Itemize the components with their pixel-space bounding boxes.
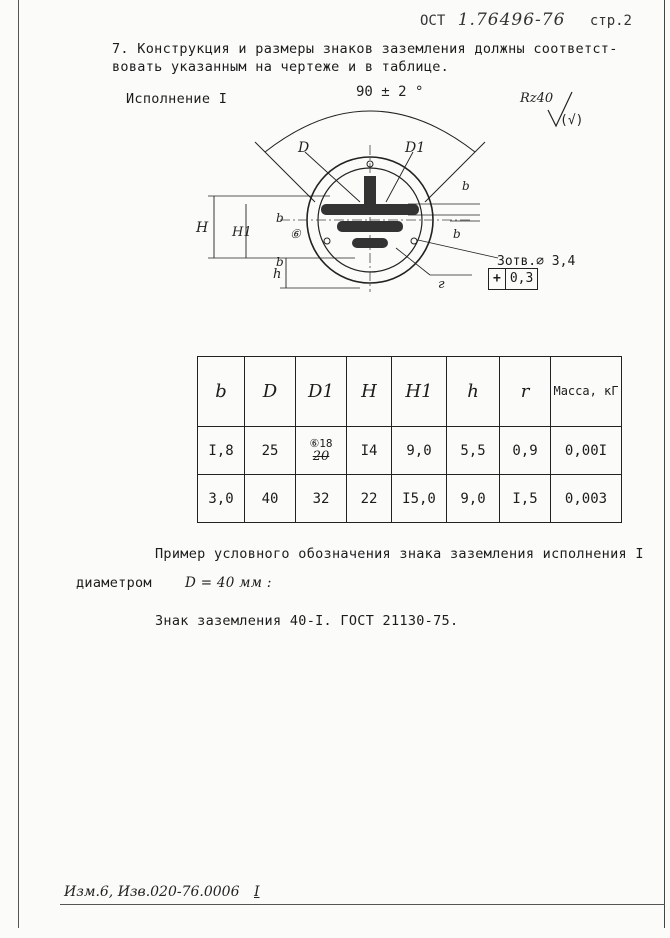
designation: Знак заземления 40-I. ГОСТ 21130-75. <box>155 613 459 629</box>
header-D: D <box>245 357 296 427</box>
cell-H1: I5,0 <box>392 475 447 523</box>
change-note-text: Изм.6, Изв.020-76.0006 <box>64 884 240 900</box>
header-r: r <box>500 357 551 427</box>
cell-b: 3,0 <box>198 475 245 523</box>
cell-H1: 9,0 <box>392 427 447 475</box>
cell-D1-new: ⑥18 <box>309 436 333 450</box>
label-D: D <box>298 140 310 156</box>
page-number: стр.2 <box>589 13 632 29</box>
label-b-right-top: b <box>462 179 470 193</box>
position-tolerance <box>488 268 538 290</box>
tolerance-symbol: + <box>489 269 506 289</box>
cell-r: 0,9 <box>500 427 551 475</box>
standard-prefix: ОСТ <box>419 13 446 29</box>
symbol-bar-1 <box>321 204 419 215</box>
table-header-row <box>198 357 622 427</box>
label-b-left-top: b <box>276 211 284 225</box>
cell-mass: 0,00I <box>551 427 622 475</box>
symbol-stem <box>364 176 376 208</box>
tolerance-value: 0,3 <box>509 271 534 286</box>
page-header <box>420 10 632 30</box>
label-h: h <box>273 267 282 282</box>
holes-note: 3отв.∅ 3,4 <box>497 254 576 269</box>
header-H1: H1 <box>392 357 447 427</box>
label-radius: г <box>438 277 445 292</box>
intro-paragraph: 7. Конструкция и размеры знаков заземления должны соответст- вовать указанным на чертеже и в таблице. <box>112 41 618 75</box>
cell-D1 <box>296 427 347 475</box>
label-b-right-bottom: b <box>453 227 461 241</box>
cell-D1-old: 20 <box>312 448 330 464</box>
cell-h: 5,5 <box>447 427 500 475</box>
header-mass: Масса, кГ <box>551 357 622 427</box>
header-h: h <box>447 357 500 427</box>
hole-left <box>324 238 330 244</box>
cell-D1: 32 <box>296 475 347 523</box>
hole-right <box>411 238 417 244</box>
angle-line-right <box>425 142 485 202</box>
cell-H: 22 <box>347 475 392 523</box>
dimensions-table <box>197 356 622 523</box>
cell-D: 25 <box>245 427 296 475</box>
footer-line <box>60 904 665 905</box>
example-formula: D = 40 мм : <box>185 575 272 591</box>
roughness-check: (√) <box>560 113 584 128</box>
angle-label: 90 ± 2 ° <box>356 84 424 100</box>
change-mark: I <box>253 884 260 900</box>
cell-b: I,8 <box>198 427 245 475</box>
leader-holes <box>418 240 498 258</box>
label-b-left-bottom: b <box>276 255 284 269</box>
cell-D: 40 <box>245 475 296 523</box>
header-D1: D1 <box>296 357 347 427</box>
cell-mass: 0,003 <box>551 475 622 523</box>
example-text: Пример условного обозначения знака заземления исполнения I <box>155 546 644 562</box>
cell-h: 9,0 <box>447 475 500 523</box>
label-H1: H1 <box>232 225 252 240</box>
symbol-bar-2 <box>337 221 403 232</box>
table-row <box>198 427 622 475</box>
label-H: H <box>196 220 209 236</box>
document-number: 1.76496-76 <box>457 10 566 30</box>
cell-H: I4 <box>347 427 392 475</box>
roughness-label: Rz40 <box>520 91 554 106</box>
cell-r: I,5 <box>500 475 551 523</box>
label-D1: D1 <box>405 140 426 156</box>
example-line2: диаметром <box>76 575 152 591</box>
symbol-bar-3 <box>352 238 388 248</box>
header-H: H <box>347 357 392 427</box>
change-note <box>64 884 259 900</box>
revision-mark: ⑥ <box>290 227 301 241</box>
execution-label: Исполнение I <box>126 91 228 107</box>
table-row <box>198 475 622 523</box>
header-b: b <box>198 357 245 427</box>
